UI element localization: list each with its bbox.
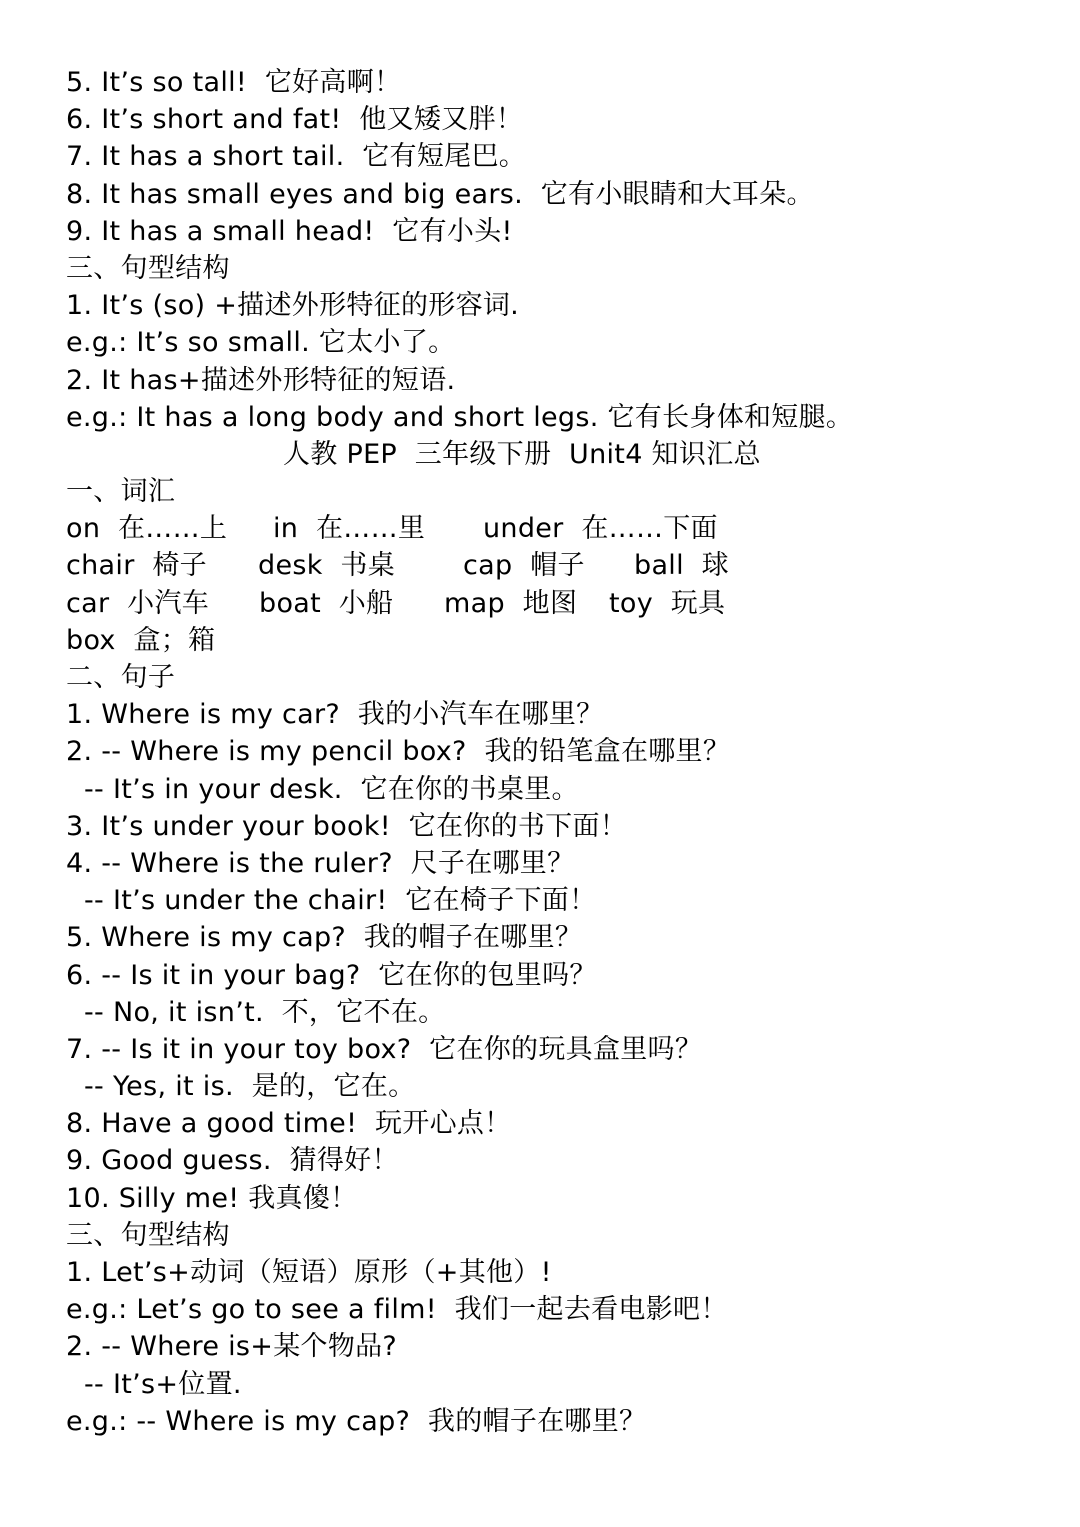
text-line: 4. -- Where is the ruler? 尺子在哪里？ (66, 847, 575, 879)
vocab-entry: box 盒；箱 (66, 624, 216, 656)
vocab-row (0, 510, 1080, 547)
section-heading: 一、词汇 (66, 476, 176, 508)
vocab-entry: chair 椅子 (66, 550, 207, 582)
text-line: 1. Let’s+动词（短语）原形（+其他）! (66, 1257, 552, 1288)
text-line: 1. Where is my car? 我的小汽车在哪里？ (66, 699, 604, 731)
text-line: -- It’s in your desk. 它在你的书桌里。 (84, 773, 579, 805)
text-line: -- Yes, it is. 是的，它在。 (84, 1071, 416, 1103)
vocab-entry: desk 书桌 (258, 550, 396, 582)
text-line: e.g.: It has a long body and short legs. 它有长身体和短腿。 (66, 401, 854, 433)
text-line: 6. It’s short and fat! 他又矮又胖！ (66, 104, 524, 136)
text-line: 6. -- Is it in your bag? 它在你的包里吗？ (66, 959, 597, 991)
section-heading: 二、句子 (66, 662, 176, 693)
text-line: e.g.: Let’s go to see a film! 我们一起去看电影吧！ (66, 1294, 728, 1326)
vocab-row (0, 547, 1080, 584)
text-line: 3. It’s under your book! 它在你的书下面！ (66, 810, 628, 842)
text-line: 9. Good guess. 猜得好！ (66, 1145, 399, 1177)
section-heading: 三、句型结构 (66, 252, 230, 284)
text-line: 5. Where is my cap? 我的帽子在哪里？ (66, 922, 583, 954)
text-line: 9. It has a small head! 它有小头! (66, 215, 513, 247)
vocab-row (0, 622, 1080, 659)
document-title: 人教 PEP 三年级下册 Unit4 知识汇总 (283, 438, 761, 470)
vocab-entry: boat 小船 (259, 587, 394, 619)
text-line: 8. It has small eyes and big ears. 它有小眼睛和大耳朵。 (66, 178, 814, 210)
text-line: e.g.: It’s so small. 它太小了。 (66, 327, 456, 359)
text-line: 5. It’s so tall! 它好高啊！ (66, 67, 402, 98)
vocab-entry: ball 球 (634, 550, 729, 582)
text-line: 7. It has a short tail. 它有短尾巴。 (66, 141, 527, 173)
text-line: 2. It has+描述外形特征的短语. (66, 364, 456, 396)
document-page (0, 64, 1080, 1440)
vocab-entry: under 在……下面 (483, 513, 718, 545)
vocab-entry: car 小汽车 (66, 587, 210, 619)
vocab-entry: cap 帽子 (463, 550, 585, 582)
section-heading: 三、句型结构 (66, 1219, 230, 1251)
vocab-entry: toy 玩具 (609, 587, 726, 619)
vocab-row (0, 585, 1080, 622)
text-line: 8. Have a good time! 玩开心点！ (66, 1108, 512, 1140)
text-line: 2. -- Where is+某个物品? (66, 1331, 398, 1363)
text-line: 7. -- Is it in your toy box? 它在你的玩具盒里吗？ (66, 1033, 703, 1065)
text-line: 2. -- Where is my pencil box? 我的铅笔盒在哪里？ (66, 736, 731, 768)
vocab-entry: in 在……里 (273, 513, 426, 545)
vocab-entry: on 在……上 (66, 513, 228, 545)
vocab-entry: map 地图 (444, 587, 578, 619)
text-line: -- It’s+位置. (84, 1368, 242, 1400)
text-line: 1. It’s (so) +描述外形特征的形容词. (66, 290, 520, 322)
text-line: e.g.: -- Where is my cap? 我的帽子在哪里？ (66, 1405, 647, 1437)
text-line: -- It’s under the chair! 它在椅子下面！ (84, 885, 597, 917)
text-line: 10. Silly me! 我真傻！ (66, 1182, 358, 1214)
text-line: -- No, it isn’t. 不，它不在。 (84, 996, 446, 1028)
